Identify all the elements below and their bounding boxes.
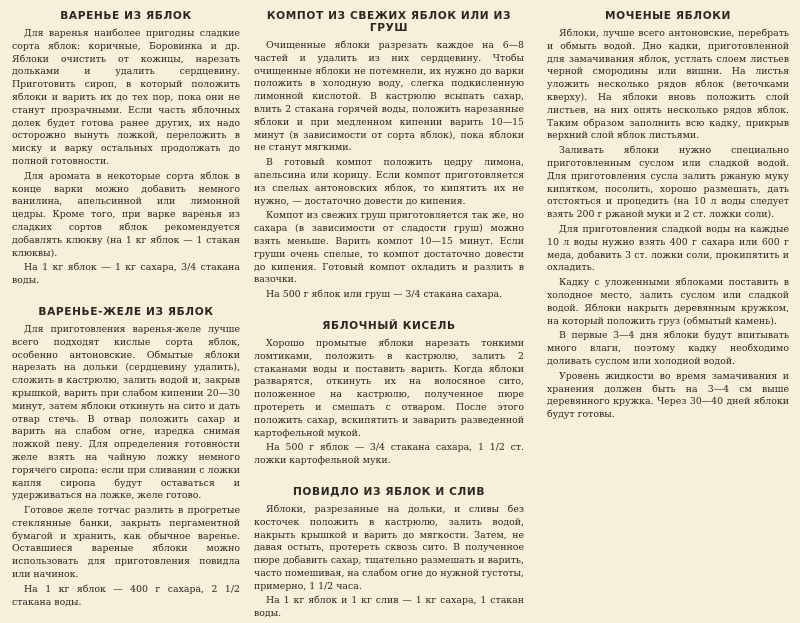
recipe-title: КОМПОТ ИЗ СВЕЖИХ ЯБЛОК ИЛИ ИЗ ГРУШ — [266, 10, 512, 34]
recipe-apple-jelly-jam — [12, 306, 240, 610]
column-middle — [254, 6, 524, 623]
column-right — [547, 6, 789, 424]
recipe-paragraph: В первые 3—4 дня яблоки будут впитывать много влаги, поэтому кадку необходимо доливать суслом или холодной водой. — [547, 330, 789, 367]
recipe-paragraph: Готовое желе тотчас разлить в прогретые стеклянные банки, закрыть пергаментной бумагой и хранить, как обычное варенье. Оставшиеся вареные яблоки можно использовать для приготовления повидла или начинок. — [12, 505, 240, 581]
recipe-apple-plum-jam — [254, 486, 524, 621]
recipe-title: ПОВИДЛО ИЗ ЯБЛОК И СЛИВ — [292, 485, 486, 498]
recipe-paragraph: Уровень жидкости во время замачивания и хранения должен быть на 3—4 см выше деревянного кружка. Через 30—40 дней яблоки будут готовы. — [547, 370, 789, 421]
recipe-apple-jam — [12, 10, 240, 288]
recipe-title: ВАРЕНЬЕ ИЗ ЯБЛОК — [60, 10, 192, 22]
recipe-title: ВАРЕНЬЕ-ЖЕЛЕ ИЗ ЯБЛОК — [38, 305, 214, 318]
recipe-proportions: На 500 г яблок или груш — 3/4 стакана сахара. — [266, 289, 503, 301]
recipe-title: ЯБЛОЧНЫЙ КИСЕЛЬ — [322, 319, 456, 332]
recipe-proportions: На 500 г яблок — 3/4 стакана сахара, 1 1/2 ст. ложки картофельной муки. — [254, 442, 524, 467]
recipe-paragraph: В готовый компот положить цедру лимона, апельсина или корицу. Если компот приготовляется из спелых антоновских яблок, то кипятить их не нужно, — достаточно довести до кипения. — [254, 157, 524, 207]
recipe-paragraph: Очищенные яблоки разрезать каждое на 6—8 частей и удалить из них сердцевину. Чтобы очищенные яблоки не потемнели, их нужно до варки положить в холодную воду, слегка подкисленную лимонной кислотой. В кастрюлю всыпать сахар, влить 2 стакана горячей воды, положить нарезанные яблоки и при медленном кипении варить 10—15 минут (в зависимости от сорта яблок), пока яблоки не станут мягкими. — [254, 40, 524, 154]
recipe-paragraph: Заливать яблоки нужно специально приготовленным суслом или сладкой водой. Для приготовления сусла залить ржаную муку кипятком, посолить, хорошо размешать, дать отстояться и процедить (на 10 л воды следует взять 200 г ржаной муки и 2 ст. ложки соли). — [547, 145, 789, 221]
column-left — [12, 6, 240, 611]
recipe-proportions: На 1 кг яблок — 400 г сахара, 2 1/2 стакана воды. — [12, 583, 240, 608]
recipe-title: МОЧЕНЫЕ ЯБЛОКИ — [604, 10, 732, 22]
recipe-paragraph: Для приготовления сладкой воды на каждые 10 л воды нужно взять 400 г сахара или 600 г меда, добавить 3 ст. ложки соли, прокипятить и охладить. — [547, 223, 789, 274]
recipe-paragraph: Для варенья наиболее пригодны сладкие сорта яблок: коричные, Боровинка и др. Яблоки очистить от кожицы, нарезать дольками и удалить сердцевину. Приготовить сироп, в который положить яблоки и варить их до тех пор, пока они не станут прозрачными. Если часть яблочных долек будет готова ранее других, их надо осторожно вынуть ложкой, переложить в миску и варку остальных продолжать до полной готовности. — [12, 28, 240, 167]
recipe-paragraph: Кадку с уложенными яблоками поставить в холодное место, залить суслом или сладкой водой. Яблоки накрыть деревянным кружком, на который положить груз (обмытый камень). — [547, 277, 789, 327]
recipe-paragraph: Яблоки, лучше всего антоновские, перебрать и обмыть водой. Дно кадки, приготовленной для замачивания яблок, устлать слоем листьев черной смородины или вишни. На листья уложить несколько рядов яблок (веточками кверху). На яблоки вновь положить слой листьев, на них опять несколько рядов яблок. Таким образом заполнить всю кадку, прикрыв верхний слой яблок листьями. — [547, 28, 789, 142]
recipe-apple-kissel — [254, 320, 524, 468]
recipe-paragraph: Хорошо промытые яблоки нарезать тонкими ломтиками, положить в кастрюлю, залить 2 стаканами воды и поставить варить. Когда яблоки разварятся, откинуть их на волосяное сито, положенное на кастрюлю, полученное пюре протереть и смешать с отваром. После этого положить сахар, вскипятить и заварить разведенной картофельной мукой. — [254, 337, 524, 439]
recipe-paragraph: Яблоки, разрезанные на дольки, и сливы без косточек положить в кастрюлю, залить водой, накрыть крышкой и варить до мягкости. Затем, не давая остыть, протереть сквозь сито. В полученное пюре добавить сахар, тщательно размешать и варить, часто помешивая, на слабом огне до нужной густоты, примерно, 1 1/2 часа. — [254, 503, 524, 592]
recipe-apple-pear-compote — [254, 10, 524, 302]
recipe-paragraph: Для приготовления варенья-желе лучше всего подходят кислые сорта яблок, особенно антоновские. Обмытые яблоки нарезать на дольки (сердцевину удалить), сложить в кастрюлю, залить водой и, закрыв крышкой, варить при слабом кипении 20—30 минут, затем яблоки откинуть на сито и дать отвар стечь. В отвар положить сахар и варить на слабом огне, изредка снимая ложкой пену. Для определения готовности желе взять на чайную ложку немного горячего сиропа: если при сливании с ложки капля сиропа будут оставаться и удерживаться на ложке, желе готово. — [12, 323, 240, 502]
recipe-proportions: На 1 кг яблок и 1 кг слив — 1 кг сахара, 1 стакан воды. — [254, 595, 524, 620]
recipe-paragraph: Компот из свежих груш приготовляется так же, но сахара (в зависимости от сладости груш) можно взять меньше. Варить компот 10—15 минут. Если груши очень спелые, то компот достаточно довести до кипения. Готовый компот охладить и разлить в вазочки. — [254, 210, 524, 286]
recipe-soaked-apples — [547, 10, 789, 422]
recipe-paragraph: Для аромата в некоторые сорта яблок в конце варки можно добавить немного ванилина, апельсинной или лимонной цедры. Кроме того, при варке варенья из сладких сортов яблок рекомендуется добавлять клюкву (на 1 кг яблок — 1 стакан клюквы). — [12, 170, 240, 259]
recipe-proportions: На 1 кг яблок — 1 кг сахара, 3/4 стакана воды. — [12, 262, 240, 287]
